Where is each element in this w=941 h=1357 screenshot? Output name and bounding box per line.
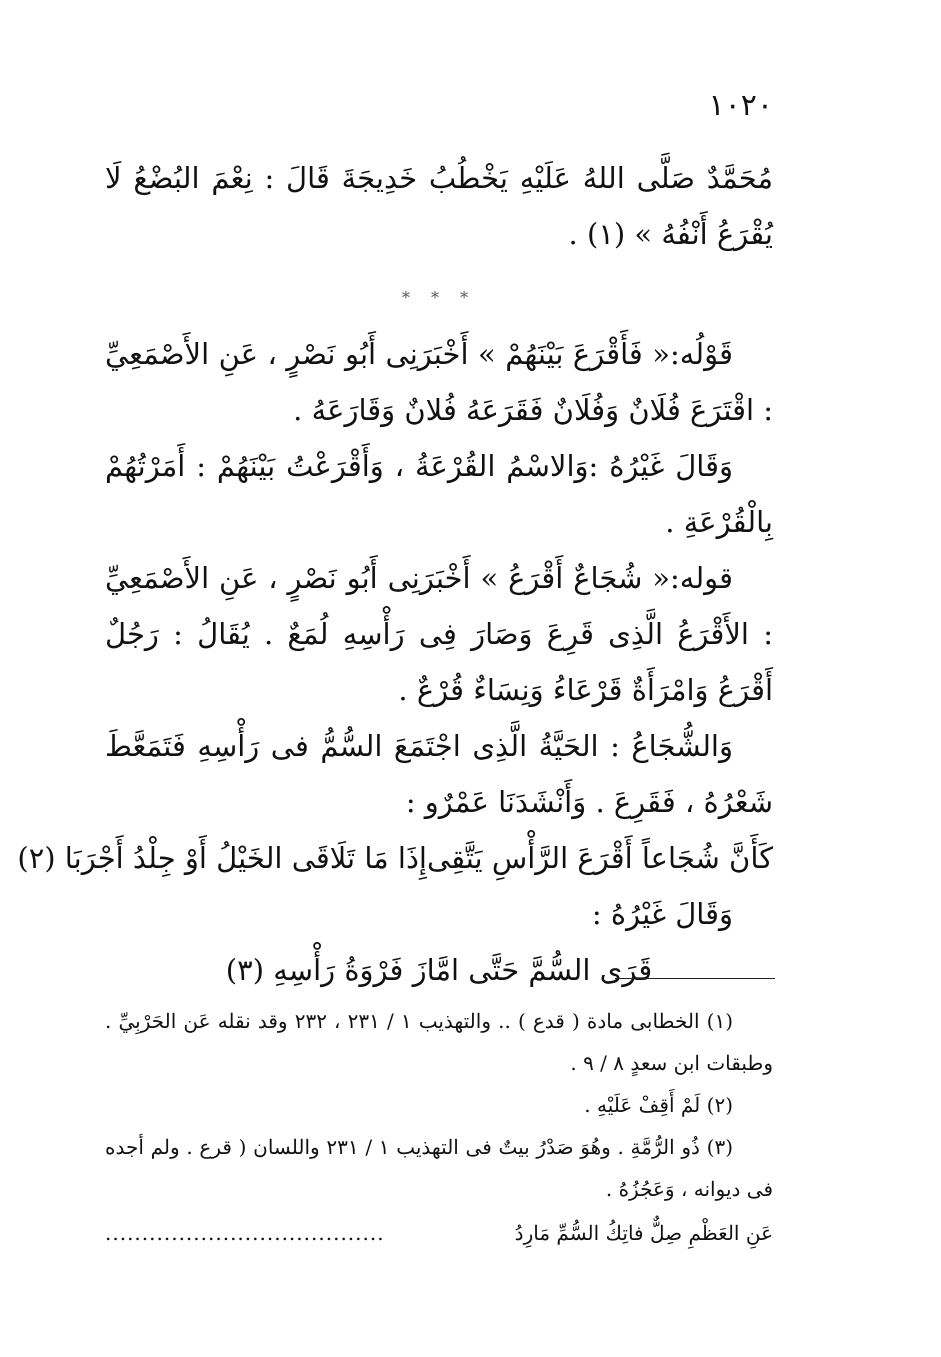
footnote-1: (١) الخطابى مادة ( قدع ) .. والتهذيب ١ / ٢٣١ ، ٢٣٢ وقد نقله عَن الحَرْبِيِّ . وطبقات ابن سعدٍ ٨ / ٩ . bbox=[105, 1009, 773, 1075]
footnote-verse bbox=[105, 1212, 773, 1254]
poem-verse-1-second-hemistich: إِذَا مَا تَلَاقَى الخَيْلُ أَوْ جِلْدُ أَجْرَبَا (٢) bbox=[17, 841, 427, 875]
footnote-verse-dots: ...................................... bbox=[105, 1221, 385, 1245]
paragraph-4: قوله:« شُجَاعٌ أَقْرَعُ » أَخْبَرَنِى أَبُو نَصْرٍ ، عَنِ الأَصْمَعِيِّ : الأَقْرَعُ الَّذِى قَرِعَ وَصَارَ فِى رَأْسِهِ لُمَعٌ . يُقَالُ : رَجُلٌ أَقْرَعُ وَامْرَأَةٌ قَرْعَاءُ وَنِسَاءٌ قُرْعٌ . bbox=[105, 561, 773, 707]
paragraph-3: وَقَالَ غَيْرُهُ :وَالاسْمُ القُرْعَةُ ، وَأَقْرَعْتُ بَيْنَهُمْ : أَمَرْتُهُمْ بِالْقُرْعَةِ . bbox=[105, 449, 773, 539]
footnote-2: (٢) لَمْ أَقِفْ عَلَيْهِ . bbox=[584, 1093, 733, 1117]
paragraph-6: وَقَالَ غَيْرُهُ : bbox=[591, 897, 733, 931]
main-text bbox=[17, 150, 773, 998]
footnote-divider bbox=[615, 978, 775, 979]
paragraph-2: قَوْلُه:« فَأَقْرَعَ بَيْنَهُمْ » أَخْبَرَنِى أَبُو نَصْرٍ ، عَنِ الأَصْمَعِيِّ : اقْتَرَعَ فُلَانٌ وَفُلَانٌ فَقَرَعَهُ فُلانٌ وَقَارَعَهُ . bbox=[105, 337, 773, 427]
paragraph-1: مُحَمَّدٌ صَلَّى اللهُ عَلَيْهِ يَخْطُبُ خَدِيجَةَ قَالَ : نِعْمَ البُضْعُ لَا يُقْرَعُ أَنْفُهُ » (١) . bbox=[105, 161, 773, 251]
page-number: ١٠٢٠ bbox=[708, 88, 773, 123]
poem-verse-1 bbox=[17, 830, 773, 886]
poem-verse-2: قَرَى السُّمَّ حَتَّى امَّازَ فَرْوَةُ رَأْسِهِ (٣) bbox=[225, 953, 653, 987]
paragraph-5: وَالشُّجَاعُ : الحَيَّةُ الَّذِى اجْتَمَعَ السُّمُّ فى رَأْسِهِ فَتَمَعَّطَ شَعْرُهُ ، فَقَرِعَ . وَأَنْشَدَنَا عَمْرٌو : bbox=[105, 729, 773, 819]
footnote-3: (٣) ذُو الرُّمَّةِ . وهُوَ صَدْرُ بيتٌ فى التهذيب ١ / ٢٣١ واللسان ( قرع . ولم أجده فى ديوانه ، وَعَجُزُهُ . bbox=[105, 1135, 773, 1201]
poem-verse-1-first-hemistich: كَأَنَّ شُجَاعاً أَقْرَعَ الرَّأْسِ يَتَّقِى bbox=[426, 841, 773, 875]
footnotes bbox=[105, 1000, 773, 1254]
footnote-verse-text: عَنِ العَظْمِ صِلٌّ فاتِكُ السُّمِّ مَارِدُ bbox=[514, 1221, 773, 1245]
section-separator: * * * bbox=[401, 288, 477, 307]
